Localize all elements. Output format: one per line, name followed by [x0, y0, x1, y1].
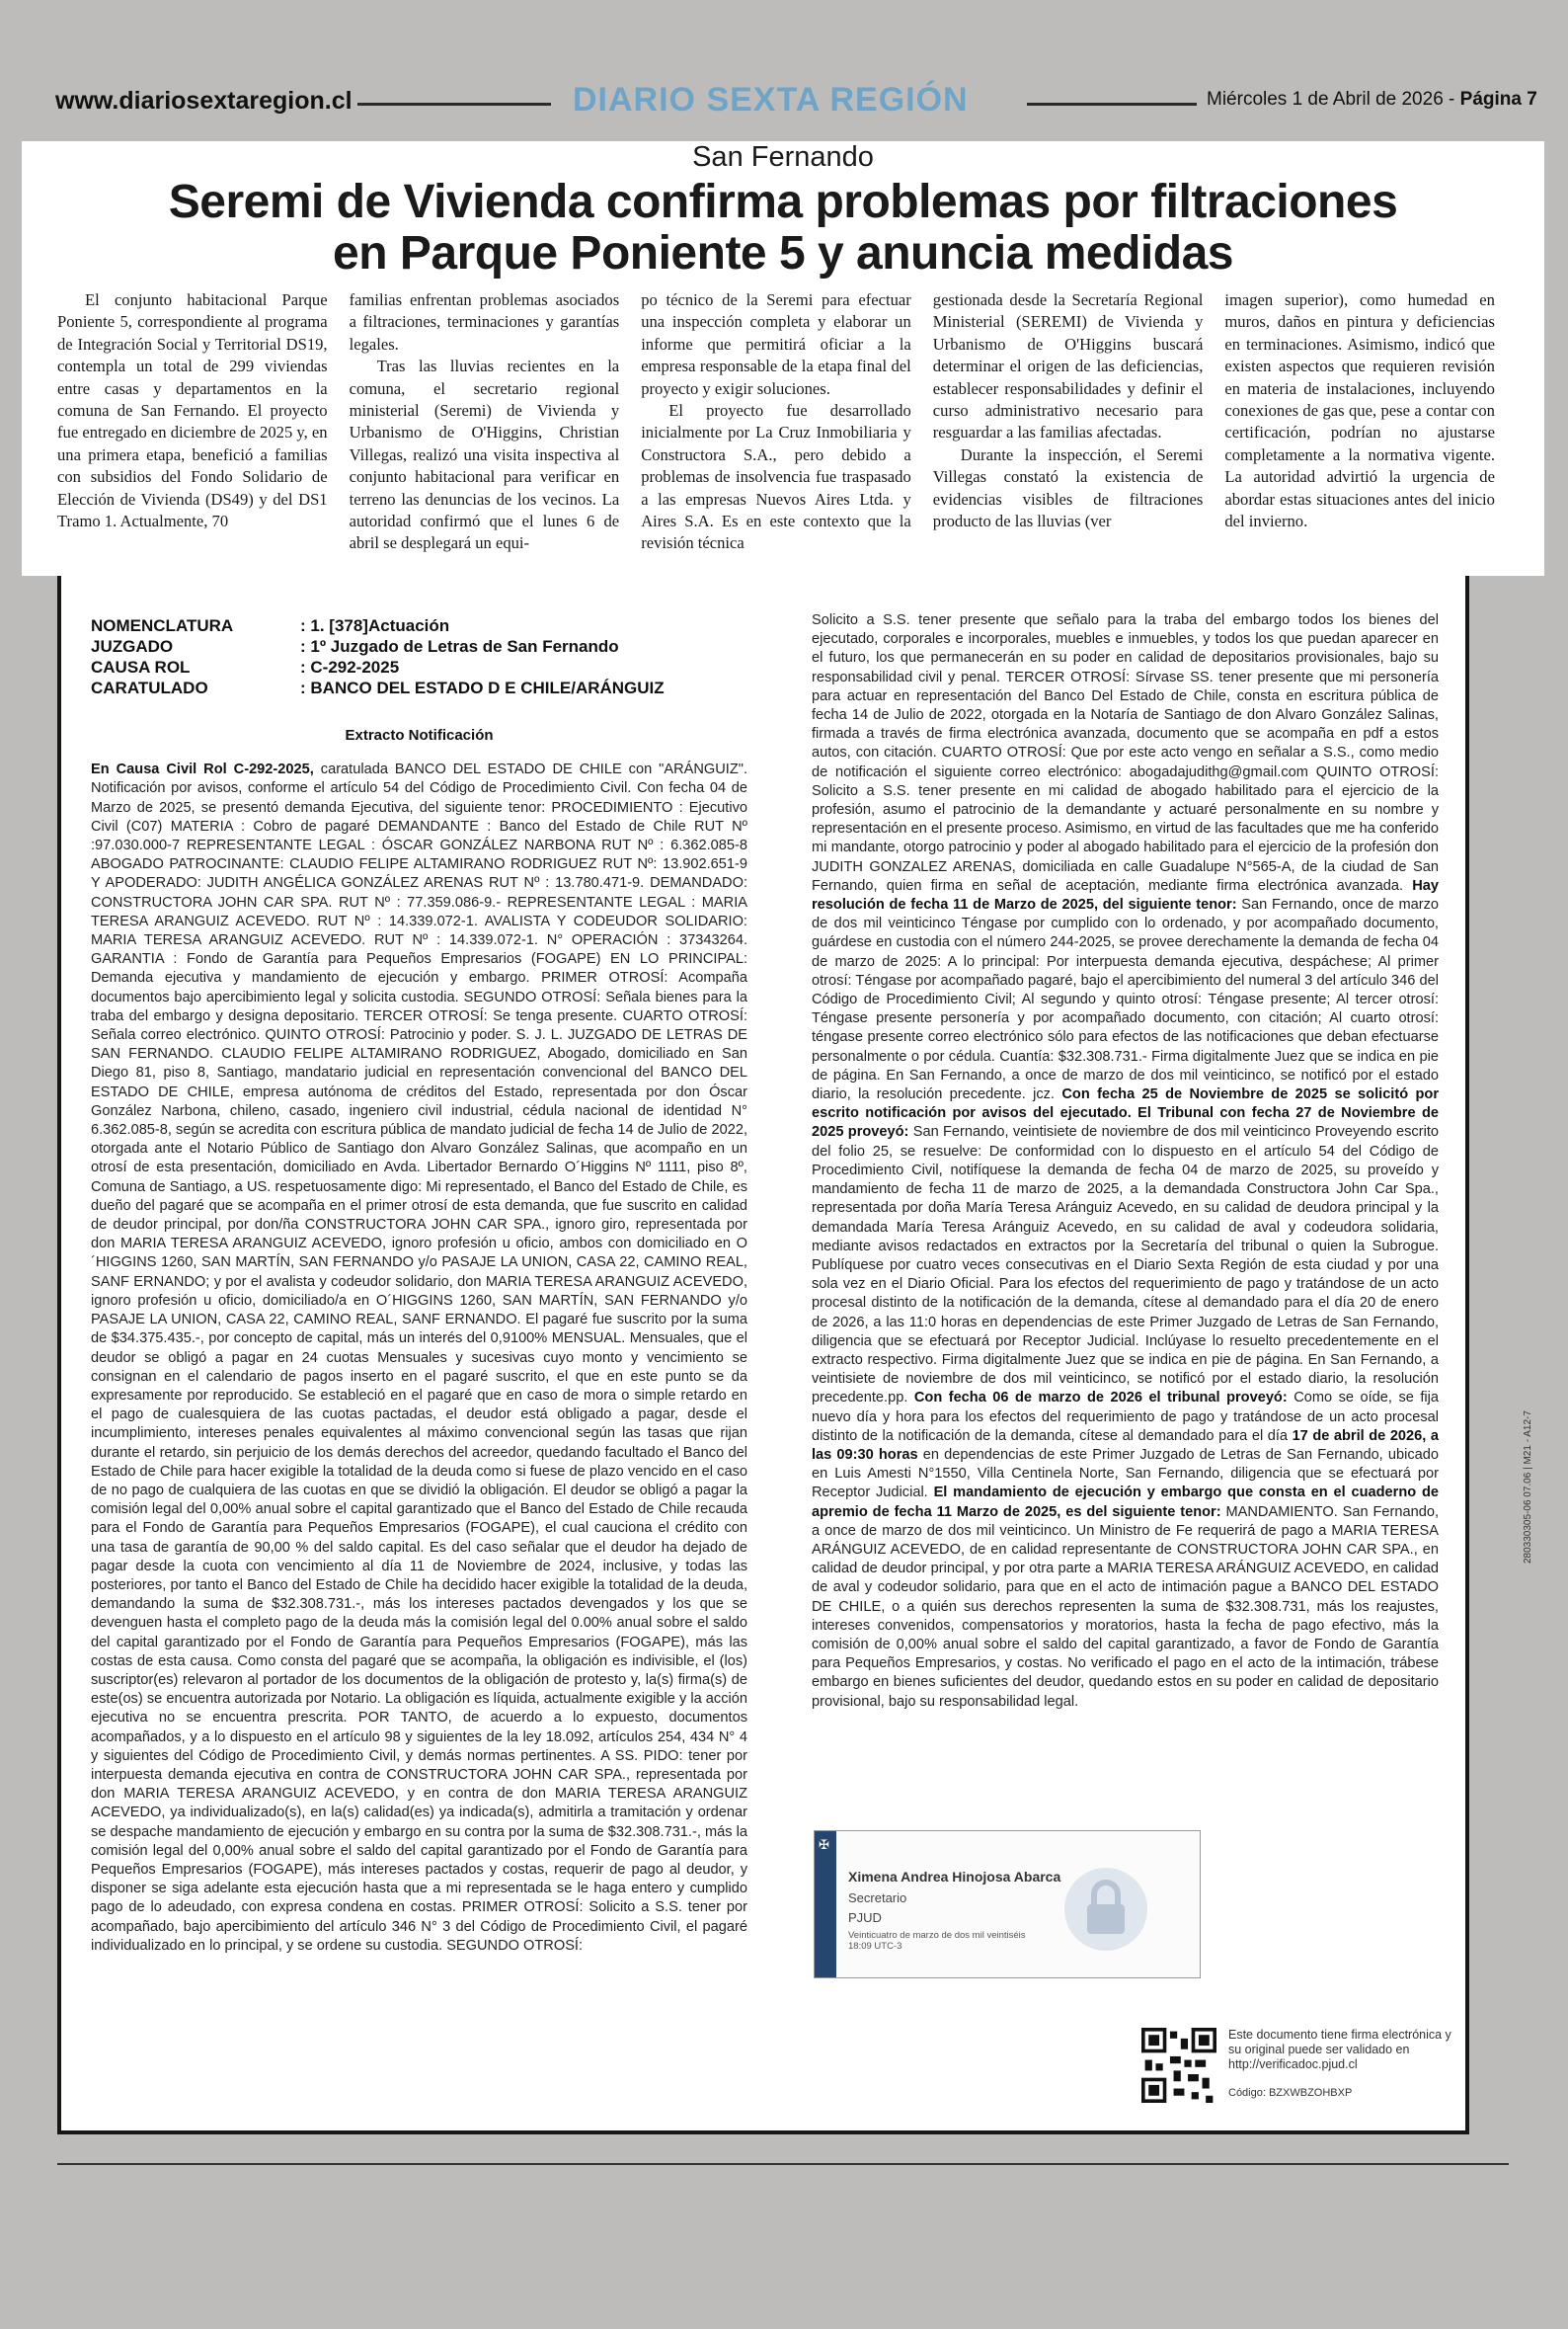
article-column-3: [641, 289, 911, 555]
page-number: Página 7: [1459, 89, 1537, 110]
bold-text: Hay resolución de fecha 11 de Marzo de 2025, del siguiente tenor:: [812, 877, 1439, 914]
article-headline: [41, 177, 1525, 280]
notice-body-right: [812, 611, 1439, 1712]
body-text: Solicito a S.S. tener presente que señalo para la traba del embargo todos los bienes del ejecutado, corporales e incorporales, muebles e inmuebles, y todos los que puedan aparecer en el futuro, los que permanecerán en su poder en calidad de depositarios provisionales, bajo su responsabilidad civil y penal. TERCER OTROSÍ: Sírvase SS. tener presente que mi personería para actuar en representación del Banco Del Estado de Chile, consta en escritura pública de fecha 14 de Julio de 2022, otorgada en la Notaría de Santiago de don Alvaro González Salinas, firmada a través de firma electrónica avanzada, documento que se acompaña en pdf a estos autos, con citación. CUARTO OTROSÍ: Que por este acto vengo en señalar a S.S., como medio de notificación el siguiente correo electrónico: abogadajudithg@gmail.com QUINTO OTROSÍ: Solicito a S.S. tener presente en mi calidad de abogado habilitado para el ejercicio de la profesión, asumo el patrocinio de la demandante y actuaré personalmente en su nombre y representación en el presente proceso. Asimismo, en virtud de las facultades que me ha conferido mi mandante, otorgo patrocinio y poder al abogado habilitado para el ejercicio de la profesión don JUDITH GONZALEZ ARENAS, domiciliada en calle Guadalupe N°565-A, de la ciudad de San Fernando, quien firma en señal de aceptación, mediante firma electrónica avanzada.: [812, 612, 1439, 894]
body-text: caratulada BANCO DEL ESTADO DE CHILE con "ARÁNGUIZ". Notificación por avisos, conforme el artículo 54 del Código de Procedimiento Civil. Con fecha 04 de Marzo de 2025, se presentó demanda Ejecutiva, del siguiente tenor: PROCEDIMIENTO : Ejecutivo Civil (C07) MATERIA : Cobro de pagaré DEMANDANTE : Banco del Estado de Chile RUT Nº :97.030.000-7 REPRESENTANTE LEGAL : ÓSCAR GONZÁLEZ NARBONA RUT Nº : 6.362.085-8 ABOGADO PATROCINANTE: CLAUDIO FELIPE ALTAMIRANO RODRIGUEZ RUT Nº: 13.902.651-9 Y APODERADO: JUDITH ANGÉLICA GONZÁLEZ ARENAS RUT Nº : 13.780.471-9. DEMANDADO: CONSTRUCTORA JOHN CAR SPA. RUT Nº : 77.359.086-9.- REPRESENTANTE LEGAL : MARIA TERESA ARANGUIZ ACEVEDO. RUT Nº : 14.339.072-1. AVALISTA Y CODEUDOR SOLIDARIO: MARIA TERESA ARANGUIZ ACEVEDO. RUT Nº : 14.339.072-1. N° OPERACIÓN : 37343264. GARANTIA : Fondo de Garantía para Pequeños Empresarios (FOGAPE) EN LO PRINCIPAL: Demanda ejecutiva y mandamiento de ejecución y embargo. PRIMER OTROSÍ: Acompaña documentos bajo apercibimiento legal y solicita custodia. SEGUNDO OTROSÍ: Señala bienes para la traba del embargo y designa depositario. TERCER OTROSÍ: Se tenga presente. CUARTO OTROSÍ: Señala correo electrónico. QUINTO OTROSÍ: Patrocinio y poder. S. J. L. JUZGADO DE LETRAS DE SAN FERNANDO. CLAUDIO FELIPE ALTAMIRANO RODRIGUEZ, Abogado, domiciliado en San Diego 81, piso 8, Santiago, mandatario judicial en representación convencional del BANCO DEL ESTADO DE CHILE, empresa autónoma de créditos del Estado, representada por don Óscar González Narbona, chileno, casado, ingeniero civil industrial, cédula nacional de identidad N° 6.362.085-8, según se acredita con escritura pública de mandato judicial de fecha 14 de Julio de 2022, otorgada ante el Notario Público de Santiago don Alvaro González Salinas, que acompaño en un otrosí de esta presentación, domiciliado en Avda. Libertador Bernardo O´Higgins Nº 1111, piso 8º, Comuna de Santiago, a US. respetuosamente digo: Mi representado, el Banco del Estado de Chile, es dueño del pagaré que se acompaña en el primer otrosí de esta demanda, que fue suscrito en calidad de deudor principal, por don/ña CONSTRUCTORA JOHN CAR SPA., ignoro giro, representada por don MARIA TERESA ARANGUIZ ACEVEDO, ignoro profesión u oficio, ambos con domiciliado en O´HIGGINS 1260, SAN MARTÍN, SAN FERNANDO y/o PASAJE LA UNION, CASA 22, CAMINO REAL, SANF ERNANDO; y por el avalista y codeudor solidario, don MARIA TERESA ARANGUIZ ACEVEDO, ignoro profesión u oficio, domiciliado/a en O´HIGGINS 1260, SAN MARTÍN, SAN FERNANDO y/o PASAJE LA UNION, CASA 22, CAMINO REAL, SANF ERNANDO. El pagaré fue suscrito por la suma de $34.375.435.-, por concepto de capital, más un interés del 0,9100% MENSUAL. Mensuales, que el deudor se obligó a pagar en 24 cuotas Mensuales y sucesivas cuyo monto y vencimiento se consignan en el calendario de pagos inserto en el pagaré suscrito, el que en este punto se da expresamente por reproducido. Se estableció en el pagaré que en caso de mora o simple retardo en el pago de cualesquiera de las cuotas pactadas, el deudor está obligado a pagar, desde el incumplimiento, intereses penales equivalentes al máximo convencional según las tasas que rijan durante el retardo, sin perjuicio de los demás derechos del acreedor, quedando facultado el Banco del Estado de Chile para hacer exigible la totalidad de la deuda como si fuese de plazo vencido en el caso de no pago de cualquiera de las cuotas en que se dividió la obligación. El deudor se obligó a pagar la comisión legal del 0,00% anual sobre el capital garantizado que el Banco del Estado de Chile recauda para el Fondo de Garantía para Pequeños Empresarios (FOGAPE), el cual cauciona el crédito con una tasa de garantía de 90,00 % del saldo capital. Es del caso señalar que el deudor ha dejado de pagar desde la cuota con vencimiento al día 11 de Noviembre de 2024, inclusive, y todas las posteriores, por tanto el Banco del Estado de Chile ha decidido hacer exigible la totalidad de la deuda, demandando la suma de $32.308.731.-, más los intereses pactados devengados y los que se devenguen hasta el completo pago de la deuda más la comisión legal del 0.00% anual sobre el saldo del capital garantizado por el Fondo de Garantía para Pequeños Empresarios (FOGAPE), más las costas de esta causa. Como consta del pagaré que se acompaña, la obligación es indivisible, el (los) suscriptor(es) relevaron al portador de los documentos de la obligación de protesto y, la(s) firma(s) de este(os) se encuentra autorizada por Notario. La obligación es líquida, actualmente exigible y la acción ejecutiva no se encuentra prescrita. POR TANTO, de acuerdo a lo expuesto, documentos acompañados, y a lo dispuesto en el artículo 98 y siguientes de la ley 18.092, artículos 254, 434 N° 4 y siguientes del Código de Procedimiento Civil, y demás normas pertinentes. A SS. PIDO: tener por interpuesta demanda ejecutiva en contra de CONSTRUCTORA JOHN CAR SPA., representada por don MARIA TERESA ARANGUIZ ACEVEDO, y en contra de don MARIA TERESA ARANGUIZ ACEVEDO, ya individualizado(s), en la(s) calidad(es) ya indicada(s), admitirla a tramitación y ordenar se despache mandamiento de ejecución y embargo en su contra por la suma de $32.308.731.-, más la comisión legal del 0,00% anual sobre el saldo del capital garantizado por el Fondo de Garantía para Pequeños Empresarios (FOGAPE), más intereses pactados y costas, requerir de pago al deudor, y disponer se siga adelante esta ejecución hasta que a mi representada se le haga entero y cumplido pago de lo adeudado, con expresa condena en costas. PRIMER OTROSÍ: Solicito a S.S. tener por acompañado, bajo apercibimiento del artículo 346 N° 3 del Código de Procedimiento Civil, el pagaré individualizado en lo principal, y se ordene su custodia. SEGUNDO OTROSÍ:: [91, 762, 748, 1954]
paragraph: imagen superior), como humedad en muros, daños en pintura y deficiencias en terminaciones. Asimismo, indicó que existen aspectos que requieren revisión en materia de instalaciones, incluyendo conexiones de gas que, pese a contar con certificación, podrían no ajustarse completamente a la normativa vigente. La autoridad advirtió la urgencia de abordar estas situaciones antes del inicio del invierno.: [1224, 290, 1495, 531]
electronic-signature: [814, 1830, 1201, 1978]
meta-value: : C-292-2025: [300, 658, 400, 677]
masthead-rule-right: [1027, 103, 1197, 106]
side-code: 280330305-06 07.06 | M21 - A12-7: [1523, 1410, 1533, 1564]
lead-bold: En Causa Civil Rol C-292-2025,: [91, 762, 314, 778]
body-text: San Fernando, veintisiete de noviembre de dos mil veinticinco Proveyendo escrito del folio 25, se resuelve: De conformidad con lo dispuesto en el artículo 54 del Código de Procedimiento Civil, notifíquese la demanda de fecha 04 de marzo de 2025, su proveído y mandamiento de fecha 11 de marzo de 2025, a la demandada Constructora John Car Spa., representada por doña María Teresa Aránguiz Acevedo, en su calidad de deudora principal y la demandada María Teresa Aránguiz Acevedo, en su calidad de aval y codeudora solidaria, mediante avisos redactados en extractos por la Secretaría del tribunal o quien la Subrogue. Publíquese por cuatro veces consecutivas en el Diario Sexta Región de esta ciudad y por una sola vez en el Diario Oficial. Para los efectos del requerimiento de pago y tratándose de un acto procesal distinto de la notificación de la demanda, cítese al demandado para el día 20 de enero de 2026, a las 11:0 horas en dependencias de este Primer Juzgado de Letras de San Fernando, diligencia que se efectuará por Receptor Judicial. Inclúyase lo resuelto precedentemente en el extracto respectivo. Firma digitalmente Juez que se indica en pie de página. En San Fernando, a veintisiete de noviembre de dos mil veinticinco, se notificó por el estado diario, la resolución precedente.pp.: [812, 1124, 1440, 1406]
signature-date: Veinticuatro de marzo de dos mil veintiséis: [848, 1930, 1026, 1941]
article-column-1: [57, 289, 328, 555]
meta-value: : 1. [378]Actuación: [300, 616, 450, 635]
masthead: [0, 77, 1568, 128]
body-text: San Fernando, once de marzo de dos mil veinticinco Téngase por cumplido con lo ordenado, y por acompañado documento, guárdese en custodia con el número 244-2025, se provee derechamente la demanda de fecha 04 de marzo de 2025: A lo principal: Por interpuesta demanda ejecutiva, despáchese; Al primer otrosí: Téngase por acompañado pagaré, bajo el apercibimiento del numeral 3 del artículo 346 del Código de Procedimiento Civil; Al segundo y quinto otrosí: Téngase presente; Al tercer otrosí: Téngase presente personería y por acompañado documento, con citación; Al cuarto otrosí: téngase presente correo electrónico sólo para efectos de las notificaciones que deban efectuarse personalmente o por cédula. Cuantía: $32.308.731.- Firma digitalmente Juez que se indica en pie de página. En San Fernando, a once de marzo de dos mil veinticinco, se notificó por el estado diario, la resolución precedente. jcz.: [812, 897, 1439, 1103]
case-metadata: [91, 615, 747, 698]
bold-text: Con fecha 25 de Noviembre de 2025 se solicitó por escrito notificación por avisos del ejecutado. El Tribunal con fecha 27 de Noviembre de 2025 proveyó:: [812, 1086, 1439, 1141]
meta-key: NOMENCLATURA: [91, 616, 234, 635]
signer-role: Secretario: [848, 1890, 907, 1905]
paragraph: El conjunto habitacional Parque Poniente 5, correspondiente al programa de Integración Social y Territorial DS19, contempla un total de 299 viviendas entre casas y departamentos en la comuna de San Fernando. El proyecto fue entregado en diciembre de 2025 y, en una primera etapa, benefició a familias con subsidios del Fondo Solidario de Elección de Vivienda (DS49) y del DS1 Tramo 1. Actualmente, 70: [57, 290, 328, 531]
issue-date: [1207, 89, 1537, 111]
news-article: [22, 141, 1544, 576]
body-text: en dependencias de este Primer Juzgado de Letras de San Fernando, ubicado en Luis Amesti N°1550, Villa Centinela Norte, San Fernando, diligencia que se efectuará por Receptor Judicial.: [812, 1446, 1439, 1501]
body-text: MANDAMIENTO. San Fernando, a once de marzo de dos mil veinticinco. Un Ministro de Fe requerirá de pago a MARIA TERESA ARÁNGUIZ ACEVEDO, de en calidad representante de CONSTRUCTORA JOHN CAR SPA., en calidad de deudor principal, y por otra parte a MARIA TERESA ARÁNGUIZ ACEVEDO, en calidad de aval y codeudor solidario, para que en el acto de intimación pague a BANCO DEL ESTADO DE CHILE, o a quién sus derechos representen la suma de $32.308.731, más los reajustes, intereses convenidos, compensatorios y moratorios, hasta la fecha de pago efectivo, más la comisión de 0,00% anual sobre el saldo del capital garantizado, a favor de Fondo de Garantía para Pequeños Empresarios, y costas. No verificado el pago en el acto de la intimación, trábese embargo en bienes suficientes del deudor, quedando estos en su poder en calidad de depositario provisional, bajo su responsabilidad legal.: [812, 1503, 1439, 1710]
qr-code-icon: [1141, 2028, 1216, 2103]
signature-time: 18:09 UTC-3: [848, 1941, 902, 1952]
meta-value: : BANCO DEL ESTADO D E CHILE/ARÁNGUIZ: [300, 679, 665, 697]
notice-title: Extracto Notificación: [345, 727, 494, 744]
headline-line-1: Seremi de Vivienda confirma problemas por filtraciones: [168, 176, 1398, 228]
emblem-icon: ✠: [819, 1837, 829, 1852]
masthead-rule-left: [357, 103, 551, 106]
paragraph: Durante la inspección, el Seremi Villegas constató la existencia de evidencias visibles de filtraciones producto de las lluvias (ver: [932, 444, 1204, 531]
verification-code: Código: BZXWBZOHBXP: [1228, 2087, 1353, 2099]
signer-name: Ximena Andrea Hinojosa Abarca: [848, 1869, 1061, 1885]
bold-text: 17 de abril de 2026, a las 09:30 horas: [812, 1427, 1439, 1463]
meta-value: : 1º Juzgado de Letras de San Fernando: [300, 637, 619, 656]
newspaper-brand: DIARIO SEXTA REGIÓN: [573, 81, 969, 119]
notice-right-column: [812, 611, 1439, 1712]
article-column-2: [350, 289, 620, 555]
notice-left-column: [91, 615, 747, 1956]
meta-key: CAUSA ROL: [91, 658, 191, 677]
verification-text: Este documento tiene firma electrónica y su original puede ser validado en http://verificadoc.pjud.cl: [1228, 2028, 1451, 2071]
bold-text: El mandamiento de ejecución y embargo que consta en el cuaderno de apremio de fecha 11 Marzo de 2025, es del siguiente tenor:: [812, 1485, 1440, 1520]
article-columns: [57, 289, 1495, 555]
legal-notice: [57, 576, 1533, 2134]
bold-text: Con fecha 06 de marzo de 2026 el tribunal proveyó:: [913, 1390, 1288, 1406]
article-kicker: San Fernando: [692, 141, 874, 173]
article-column-4: [933, 289, 1204, 555]
headline-line-2: en Parque Poniente 5 y anuncia medidas: [333, 227, 1233, 280]
notice-body-left: [91, 761, 747, 1956]
paragraph: po técnico de la Seremi para efectuar una inspección completa y elaborar un informe que permitirá oficiar a la empresa responsable de la etapa final del proyecto y exigir soluciones.: [641, 290, 911, 398]
meta-key: CARATULADO: [91, 679, 208, 697]
body-text: Como se oíde, se fija nuevo día y hora para los efectos del requerimiento de pago y tratándose de un acto procesal distinto de la notificación de la demanda, cítese al demandado para el día: [812, 1390, 1439, 1444]
signature-bar: [815, 1831, 836, 1977]
lock-icon: [1052, 1865, 1160, 1954]
paragraph: familias enfrentan problemas asociados a filtraciones, terminaciones y garantías legales.: [349, 290, 620, 354]
issue-date-text: Miércoles 1 de Abril de 2026 -: [1207, 89, 1455, 110]
site-url: www.diariosextaregion.cl: [55, 87, 353, 115]
bottom-rule: [57, 2163, 1509, 2165]
signer-org: PJUD: [848, 1910, 882, 1925]
paragraph: El proyecto fue desarrollado inicialmente por La Cruz Inmobiliaria y Constructora S.A., pero debido a problemas de insolvencia fue traspasado a las empresas Nuevos Aires Ltda. y Aires S.A. Es en este contexto que la revisión técnica: [641, 401, 911, 553]
article-column-5: [1224, 289, 1495, 555]
paragraph: Tras las lluvias recientes en la comuna, el secretario regional ministerial (Seremi) de Vivienda y Urbanismo de O'Higgins, Christian Villegas, realizó una visita inspectiva al conjunto habitacional para verificar en terreno las denuncias de los vecinos. La autoridad confirmó que el lunes 6 de abril se desplegará un equi-: [349, 357, 620, 553]
meta-key: JUZGADO: [91, 637, 174, 656]
paragraph: gestionada desde la Secretaría Regional Ministerial (SEREMI) de Vivienda y Urbanismo de O'Higgins buscará determinar el origen de las deficiencias, establecer responsabilidades y definir el curso administrativo necesario para resguardar a las familias afectadas.: [932, 290, 1204, 442]
